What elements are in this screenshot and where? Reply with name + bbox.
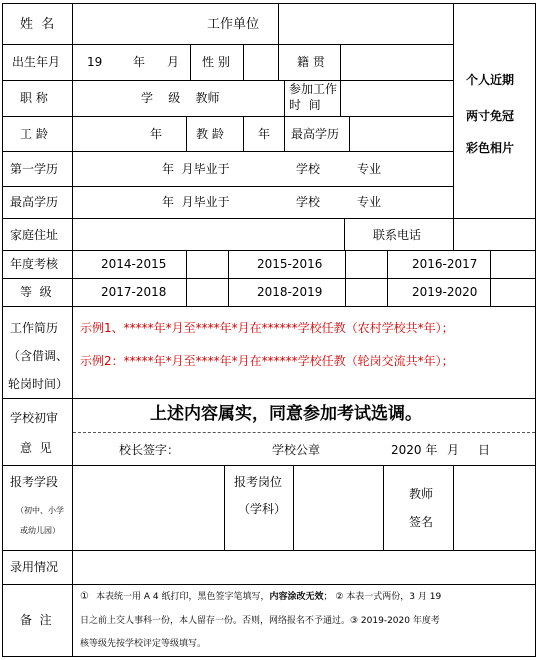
first-edu-school: 学校 — [296, 162, 321, 176]
grade-label: 等 级 — [20, 285, 52, 299]
highest-edu-label: 最高学历 — [291, 127, 340, 141]
resume-label-2: （含借调、 — [8, 349, 69, 363]
resume-label-3: 轮岗时间） — [8, 377, 69, 391]
phone-input-cell[interactable] — [454, 219, 535, 250]
year-2015-2016: 2015-2016 — [257, 257, 323, 271]
resume-label-1: 工作简历 — [10, 321, 59, 335]
work-start-label-2: 时 间 — [289, 98, 321, 112]
native-input-cell[interactable] — [341, 45, 453, 80]
stage-input-cell[interactable] — [73, 466, 224, 550]
remark-line-3: 核等级先按学校评定等级填写。 — [80, 639, 207, 649]
work-unit-label: 工作单位 — [207, 17, 260, 32]
date-month: 月 — [447, 443, 460, 457]
seniority-year: 年 — [150, 127, 163, 141]
year-2018-2019: 2018-2019 — [257, 285, 323, 299]
address-label: 家庭住址 — [10, 228, 59, 242]
remark-line-1 — [96, 593, 441, 602]
resume-example-2: 示例2：*****年*月至****年*月在******学校任教（轮岗交流共*年）； — [80, 354, 454, 368]
remark-mark: ① — [80, 591, 89, 602]
teacher-sign-cell[interactable] — [454, 466, 535, 550]
remark-line-1a: 本表统一用 A 4 纸打印，黑色签字笔填写， — [96, 592, 270, 602]
assess-label: 年度考核 — [10, 257, 59, 271]
first-edu-major: 专业 — [357, 162, 382, 176]
post-label: 报考岗位 — [234, 475, 283, 489]
remark-line-1c: ； ② 本表一式两份，3 月 19 — [323, 592, 442, 602]
birth-month: 月 — [167, 55, 180, 69]
highest-edu-school: 学校 — [296, 195, 321, 209]
post-input-cell[interactable] — [294, 466, 383, 550]
teach-age-label: 教 龄 — [196, 127, 224, 141]
highest-edu-major: 专业 — [357, 195, 382, 209]
title-grade: 学 级 教师 — [141, 91, 220, 105]
remark-line-2: 日之前上交人事科一份，本人留存一份。否则，网络报名不予通过。③ 2019-2020 年度考 — [80, 616, 440, 626]
review-label-2: 意 见 — [20, 441, 52, 455]
photo-line-2: 两寸免冠 — [466, 109, 515, 123]
highest-edu-row-label: 最高学历 — [10, 195, 59, 209]
work-unit-input-cell[interactable] — [279, 4, 453, 44]
remark-line-1b: 内容涂改无效 — [269, 592, 324, 602]
teach-age-year: 年 — [258, 127, 271, 141]
gender-label: 性 别 — [202, 55, 230, 69]
work-start-input-cell[interactable] — [341, 81, 453, 116]
first-edu-label: 第一学历 — [10, 162, 59, 176]
title-label: 职 称 — [20, 91, 48, 105]
year-2019-2020: 2019-2020 — [412, 285, 478, 299]
resume-example-1: 示例1、*****年*月至****年*月在******学校任教（农村学校共*年）； — [80, 321, 454, 335]
name-label: 姓 名 — [20, 17, 55, 32]
date-year: 2020 年 — [391, 443, 438, 457]
first-edu-grad: 年 月毕业于 — [162, 162, 230, 176]
year-2017-2018: 2017-2018 — [101, 285, 167, 299]
review-statement: 上述内容属实，同意参加考试选调。 — [150, 404, 422, 424]
highest-edu-input-cell[interactable] — [350, 117, 453, 151]
admission-label: 录用情况 — [10, 560, 59, 574]
address-input-cell[interactable] — [73, 219, 344, 250]
teacher-sign-1: 教师 — [409, 487, 434, 501]
review-label-1: 学校初审 — [10, 411, 59, 425]
school-seal-label: 学校公章 — [272, 443, 321, 457]
work-start-label-1: 参加工作 — [289, 82, 338, 96]
post-note: （学科） — [238, 502, 287, 516]
phone-label: 联系电话 — [373, 228, 422, 242]
native-label: 籍 贯 — [297, 55, 325, 69]
stage-label: 报考学段 — [10, 475, 59, 489]
highest-edu-grad: 年 月毕业于 — [162, 195, 230, 209]
birth-label: 出生年月 — [12, 55, 61, 69]
birth-prefix: 19 — [87, 55, 103, 69]
photo-box — [454, 4, 535, 218]
photo-line-3: 彩色相片 — [466, 141, 515, 155]
name-input-cell[interactable] — [73, 4, 193, 44]
year-2016-2017: 2016-2017 — [412, 257, 478, 271]
principal-sign-label: 校长签字： — [119, 443, 180, 457]
date-day: 日 — [478, 443, 491, 457]
gender-input-cell[interactable] — [244, 45, 278, 80]
teacher-sign-2: 签名 — [409, 515, 434, 529]
year-2014-2015: 2014-2015 — [101, 257, 167, 271]
stage-note-1: （初中、小学 — [16, 506, 64, 515]
remark-label: 备 注 — [20, 613, 52, 627]
seniority-label: 工 龄 — [20, 127, 48, 141]
photo-line-1: 个人近期 — [466, 73, 515, 87]
stage-note-2: 或幼儿园） — [20, 526, 60, 535]
birth-year: 年 — [133, 55, 146, 69]
